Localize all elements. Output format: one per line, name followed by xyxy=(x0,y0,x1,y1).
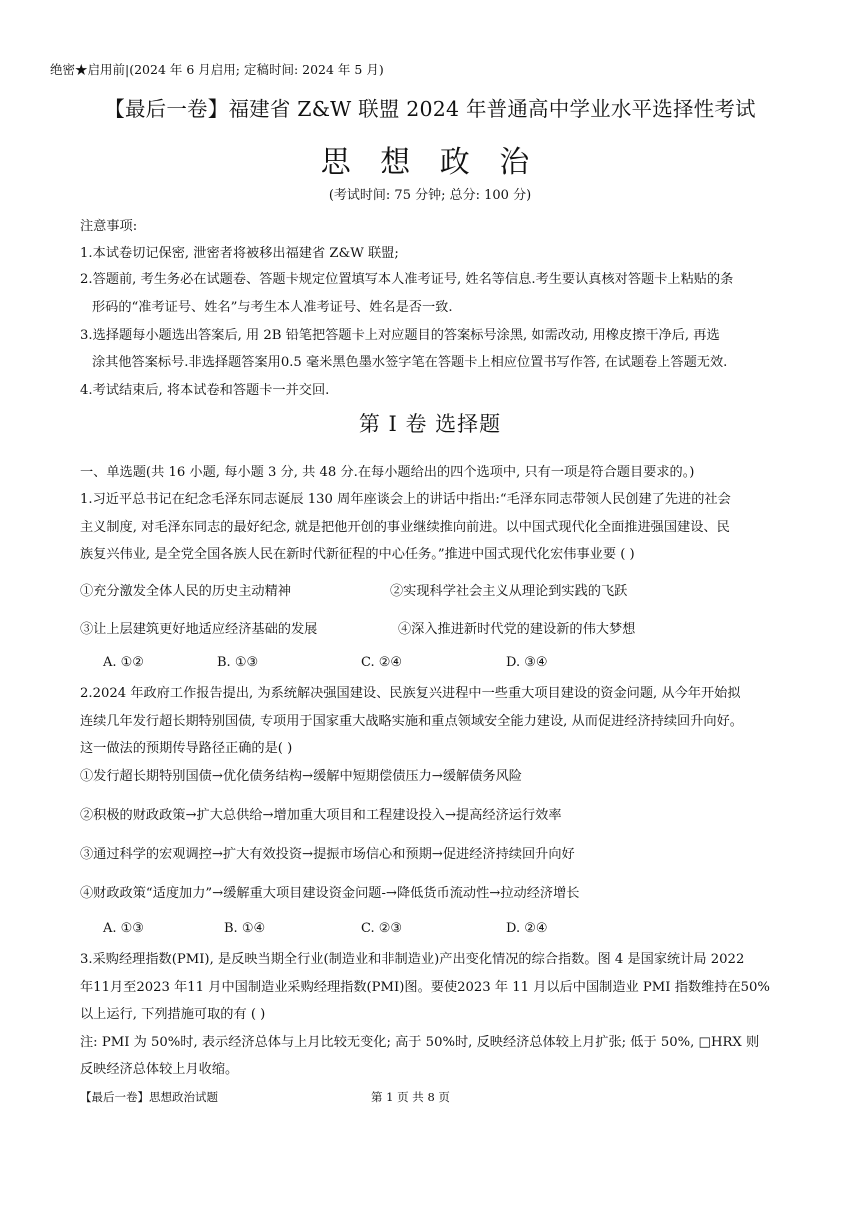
notice-item-1: 1.本试卷切记保密, 泄密者将被移出福建省 Z&W 联盟; xyxy=(80,246,399,261)
section-instructions: 一、单选题(共 16 小题, 每小题 3 分, 共 48 分.在每小题给出的四个选项中, 只有一项是符合题目要求的。) xyxy=(80,465,695,480)
q1-stem-line-2: 主义制度, 对毛泽东同志的最好纪念, 就是把他开创的事业继续推向前进。以中国式现代化全面推进强国建设、民 xyxy=(80,520,730,535)
q2-option-d: D. ②④ xyxy=(506,921,548,936)
q2-stem-line-1: 2.2024 年政府工作报告提出, 为系统解决强国建设、民族复兴进程中一些重大项目建设的资金问题, 从今年开始拟 xyxy=(80,686,741,701)
notice-title: 注意事项: xyxy=(80,219,138,234)
q1-statement-4: ④深入推进新时代党的建设新的伟大梦想 xyxy=(398,622,636,637)
footer-title: 【最后一卷】思想政治试题 xyxy=(80,1090,218,1104)
notice-item-3: 3.选择题每小题选出答案后, 用 2B 铅笔把答题卡上对应题目的答案标号涂黑, 如需改动, 用橡皮擦干净后, 再选 xyxy=(80,328,720,343)
notice-item-4: 4.考试结束后, 将本试卷和答题卡一并交回. xyxy=(80,383,330,398)
q1-statement-2: ②实现科学社会主义从理论到实践的飞跃 xyxy=(390,584,628,599)
q2-statement-3: ③通过科学的宏观调控→扩大有效投资→提振市场信心和预期→促进经济持续回升向好 xyxy=(80,847,575,862)
notice-item-2-cont: 形码的“准考证号、姓名”与考生本人准考证号、姓名是否一致. xyxy=(92,300,453,315)
q3-stem-line-1: 3.采购经理指数(PMI), 是反映当期全行业(制造业和非制造业)产出变化情况的综合指数。图 4 是国家统计局 2022 xyxy=(80,952,745,967)
footer-page-number: 第 1 页 共 8 页 xyxy=(371,1090,450,1104)
q1-option-c: C. ②④ xyxy=(361,655,403,670)
q2-option-b: B. ①④ xyxy=(224,921,266,936)
q1-stem-line-1: 1.习近平总书记在纪念毛泽东同志诞辰 130 周年座谈会上的讲话中指出:“毛泽东同志带领人民创建了先进的社会 xyxy=(80,492,731,507)
q2-statement-2: ②积极的财政政策→扩大总供给→增加重大项目和工程建设投入→提高经济运行效率 xyxy=(80,808,562,823)
q1-statement-3: ③让上层建筑更好地适应经济基础的发展 xyxy=(80,622,318,637)
q2-stem-line-2: 连续几年发行超长期特别国债, 专项用于国家重大战略实施和重点领域安全能力建设, 从而促进经济持续回升向好。 xyxy=(80,714,743,729)
q1-option-a: A. ①② xyxy=(103,655,144,670)
q3-stem-line-2: 年11月至2023 年11 月中国制造业采购经理指数(PMI)图。要使2023 年 11 月以后中国制造业 PMI 指数维持在50% xyxy=(80,980,770,995)
section-title: 第 I 卷 选择题 xyxy=(358,412,502,436)
notice-item-3-cont: 涂其他答案标号.非选择题答案用0.5 毫米黑色墨水签字笔在答题卡上相应位置书写作答, 在试题卷上答题无效. xyxy=(92,355,728,370)
q2-stem-line-3: 这一做法的预期传导路径正确的是( ) xyxy=(80,741,293,756)
q2-statement-1: ①发行超长期特别国债→优化债务结构→缓解中短期偿债压力→缓解债务风险 xyxy=(80,769,522,784)
notice-item-2: 2.答题前, 考生务必在试题卷、答题卡规定位置填写本人准考证号, 姓名等信息.考生要认真核对答题卡上粘贴的条 xyxy=(80,272,734,287)
q1-stem-line-3: 族复兴伟业, 是全党全国各族人民在新时代新征程的中心任务。”推进中国式现代化宏伟事业要 ( ) xyxy=(80,547,635,562)
subject-title: 思 想 政 治 xyxy=(320,145,540,180)
q1-option-b: B. ①③ xyxy=(217,655,259,670)
q3-note-line-2: 反映经济总体较上月收缩。 xyxy=(80,1062,239,1077)
q3-stem-line-3: 以上运行, 下列措施可取的有 ( ) xyxy=(80,1007,266,1022)
exam-title: 【最后一卷】福建省 Z&W 联盟 2024 年普通高中学业水平选择性考试 xyxy=(104,97,756,121)
q1-option-d: D. ③④ xyxy=(506,655,548,670)
top-note: 绝密★启用前|(2024 年 6 月启用; 定稿时间: 2024 年 5 月) xyxy=(50,62,384,77)
q2-statement-4: ④财政政策“适度加力”→缓解重大项目建设资金问题-→降低货币流动性→拉动经济增长 xyxy=(80,886,580,901)
q1-statement-1: ①充分激发全体人民的历史主动精神 xyxy=(80,584,291,599)
q3-note-line-1: 注: PMI 为 50%时, 表示经济总体与上月比较无变化; 高于 50%时, 反映经济总体较上月扩张; 低于 50%, □HRX 则 xyxy=(80,1035,760,1050)
q2-option-a: A. ①③ xyxy=(103,921,144,936)
q2-option-c: C. ②③ xyxy=(361,921,403,936)
exam-info: (考试时间: 75 分钟; 总分: 100 分) xyxy=(328,188,532,203)
